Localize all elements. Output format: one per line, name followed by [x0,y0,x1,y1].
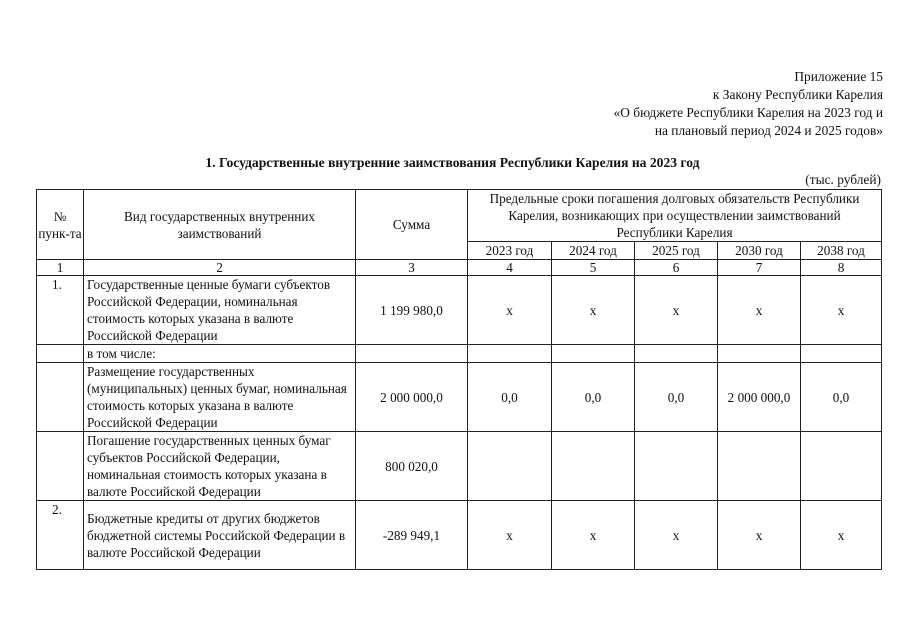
row-term-2024: x [552,501,635,570]
row-term-2023 [468,432,552,501]
row-term-2030: 2 000 000,0 [718,363,801,432]
row-term-2023: x [468,501,552,570]
header-year-2038: 2038 год [801,242,882,260]
row-term-2023: x [468,276,552,345]
row-term-2030: x [718,276,801,345]
row-term-2030 [718,345,801,363]
col-number: 4 [468,260,552,276]
unit-label: (тыс. рублей) [805,172,881,187]
header-kind: Вид государственных внутренних заимствований [84,190,356,260]
row-term-2023 [468,345,552,363]
col-number: 5 [552,260,635,276]
header-year-2025: 2025 год [635,242,718,260]
row-term-2025 [635,432,718,501]
row-term-2023: 0,0 [468,363,552,432]
col-number: 6 [635,260,718,276]
column-number-row [37,260,882,276]
header-row [37,190,882,242]
row-number: 2. [37,501,84,570]
row-name: Погашение государственных ценных бумаг субъектов Российской Федерации, номинальная стоимость которых указана в валюте Российской Федерации [84,432,356,501]
row-term-2025: x [635,276,718,345]
appendix-header [614,68,883,140]
col-number: 3 [356,260,468,276]
appendix-line-2: к Закону Республики Карелия [712,87,883,102]
row-term-2030 [718,432,801,501]
col-number: 1 [37,260,84,276]
borrowings-table [36,189,882,570]
header-year-2030: 2030 год [718,242,801,260]
appendix-line-3: «О бюджете Республики Карелия на 2023 год и [613,105,883,120]
row-number [37,345,84,363]
appendix-line-4: на плановый период 2024 и 2025 годов» [654,123,883,138]
row-sum: 1 199 980,0 [356,276,468,345]
table-row [37,501,882,570]
appendix-line-1: Приложение 15 [794,69,883,84]
row-term-2025: x [635,501,718,570]
row-term-2038: x [801,276,882,345]
row-term-2038 [801,345,882,363]
header-terms: Предельные сроки погашения долговых обязательств Республики Карелия, возникающих при осуществлении заимствований Республики Карелия [468,190,882,242]
row-term-2038 [801,432,882,501]
col-number: 7 [718,260,801,276]
row-term-2030: x [718,501,801,570]
table-row [37,432,882,501]
row-name: Государственные ценные бумаги субъектов Российской Федерации, номинальная стоимость которых указана в валюте Российской Федерации [84,276,356,345]
table-row [37,345,882,363]
row-term-2024: x [552,276,635,345]
row-name: Бюджетные кредиты от других бюджетов бюджетной системы Российской Федерации в валюте Российской Федерации [84,501,356,570]
header-year-2023: 2023 год [468,242,552,260]
row-term-2024: 0,0 [552,363,635,432]
row-term-2024 [552,432,635,501]
row-sum: 800 020,0 [356,432,468,501]
row-name: в том числе: [84,345,356,363]
row-number [37,432,84,501]
col-number: 8 [801,260,882,276]
row-name: Размещение государственных (муниципальных) ценных бумаг, номинальная стоимость которых указана в валюте Российской Федерации [84,363,356,432]
row-sum [356,345,468,363]
row-term-2038: x [801,501,882,570]
row-term-2025: 0,0 [635,363,718,432]
row-sum: -289 949,1 [356,501,468,570]
document-title: 1. Государственные внутренние заимствования Республики Карелия на 2023 год [205,155,700,170]
col-number: 2 [84,260,356,276]
row-sum: 2 000 000,0 [356,363,468,432]
table-row [37,363,882,432]
row-number: 1. [37,276,84,345]
row-term-2038: 0,0 [801,363,882,432]
header-year-2024: 2024 год [552,242,635,260]
table-row [37,276,882,345]
row-number [37,363,84,432]
row-term-2025 [635,345,718,363]
header-sum: Сумма [356,190,468,260]
header-num: № пунк-та [37,190,84,260]
row-term-2024 [552,345,635,363]
